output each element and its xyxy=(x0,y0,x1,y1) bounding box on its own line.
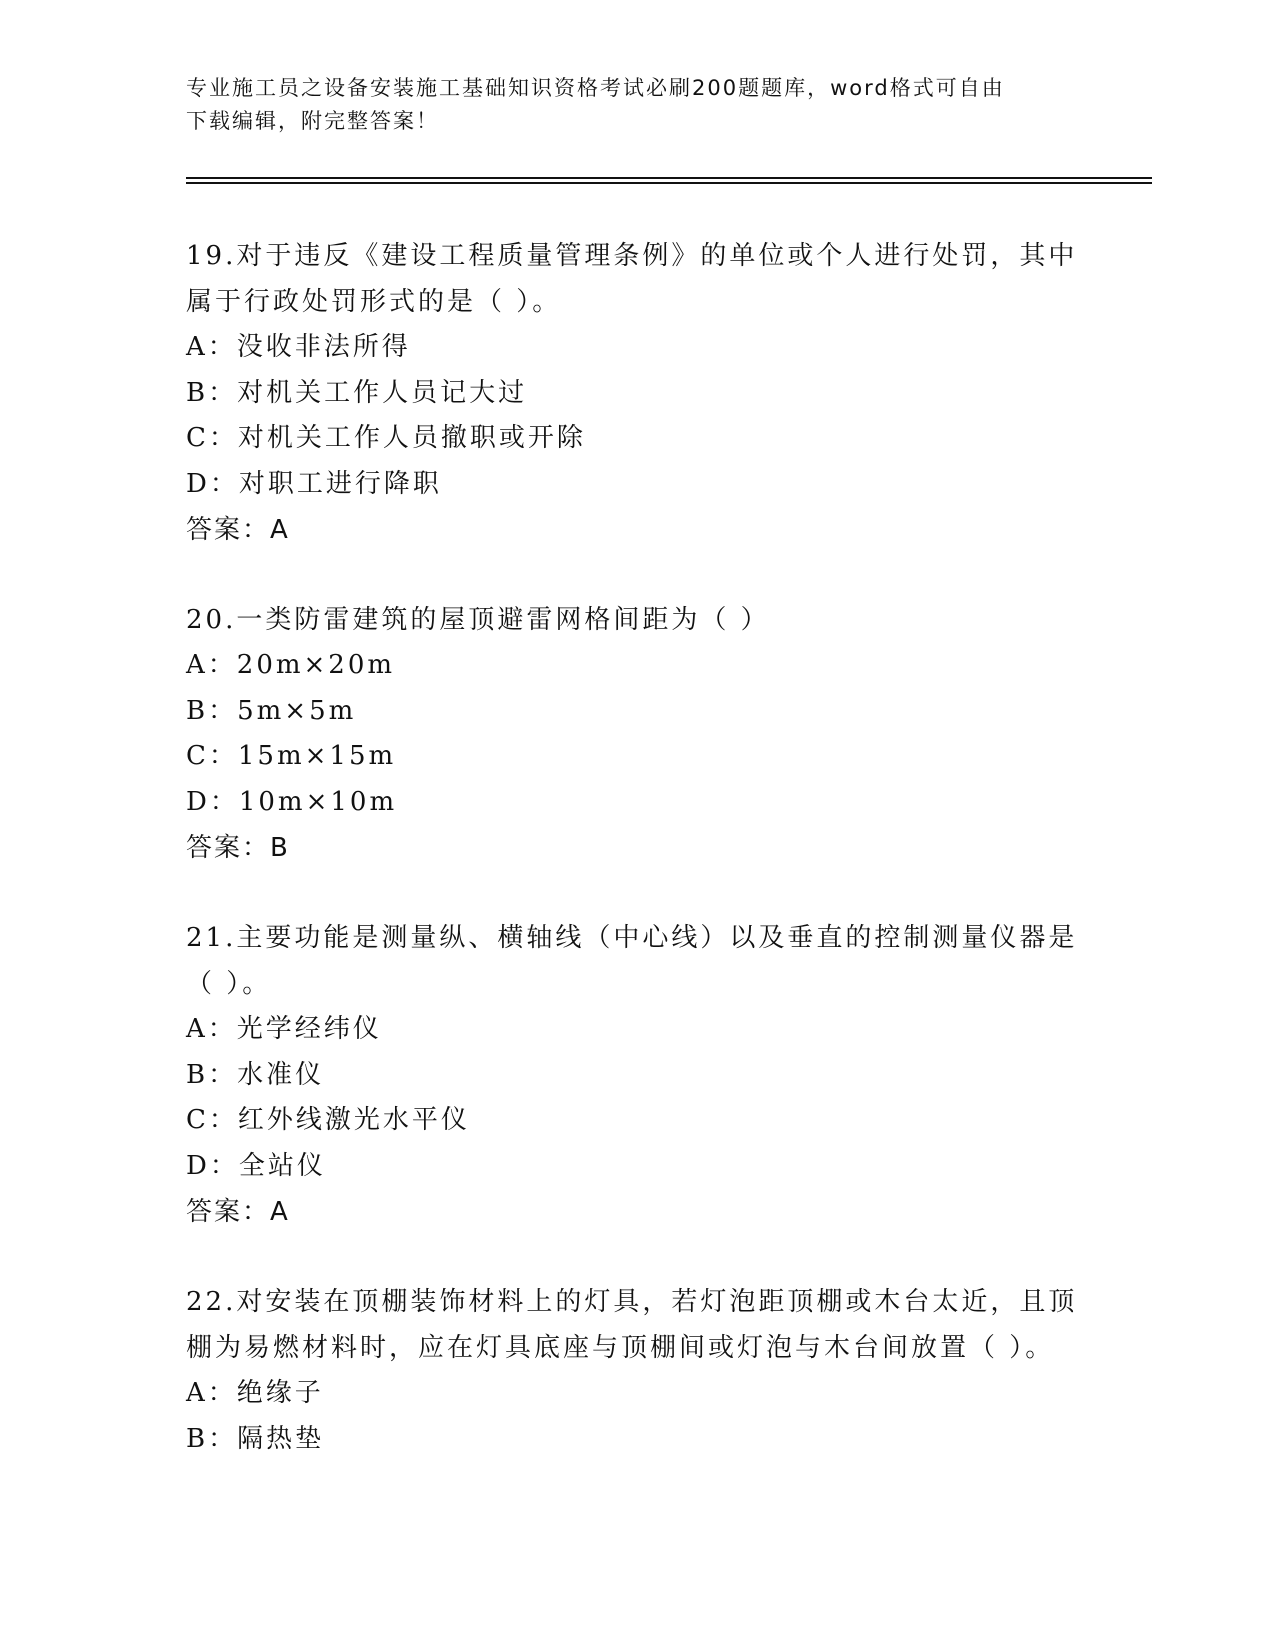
answer-line: 答案：A xyxy=(186,515,290,545)
question-stem-line: （ ）。 xyxy=(186,969,272,999)
header-line-2: 下载编辑，附完整答案！ xyxy=(186,109,439,133)
header-rule-bottom xyxy=(186,182,1152,184)
option-c: C：15m×15m xyxy=(186,741,397,771)
question-21 xyxy=(186,915,1086,1235)
question-22 xyxy=(186,1279,1086,1462)
document-header xyxy=(186,72,1066,138)
option-c: C：对机关工作人员撤职或开除 xyxy=(186,423,586,453)
option-d: D：对职工进行降职 xyxy=(186,468,442,499)
option-b: B：对机关工作人员记大过 xyxy=(186,377,528,408)
option-a: A：20m×20m xyxy=(186,650,396,680)
answer-line: 答案：B xyxy=(186,833,290,863)
question-19 xyxy=(186,233,1086,553)
question-stem-line: 19.对于违反《建设工程质量管理条例》的单位或个人进行处罚，其中 xyxy=(186,241,1078,271)
option-b: B：水准仪 xyxy=(186,1059,325,1090)
question-stem-line: 属于行政处罚形式的是（ ）。 xyxy=(186,287,562,317)
question-stem-line: 棚为易燃材料时，应在灯具底座与顶棚间或灯泡与木台间放置（ ）。 xyxy=(186,1333,1055,1363)
option-a: A：没收非法所得 xyxy=(186,332,411,362)
option-a: A：绝缘子 xyxy=(186,1378,324,1408)
question-stem-line: 21.主要功能是测量纵、横轴线（中心线）以及垂直的控制测量仪器是 xyxy=(186,923,1078,953)
answer-line: 答案：A xyxy=(186,1197,290,1227)
header-line-1: 专业施工员之设备安装施工基础知识资格考试必刷200题题库，word格式可自由 xyxy=(186,76,1005,100)
option-a: A：光学经纬仪 xyxy=(186,1014,382,1044)
question-20 xyxy=(186,597,1086,871)
question-list xyxy=(186,233,1086,1506)
option-d: D：全站仪 xyxy=(186,1150,326,1181)
option-b: B：5m×5m xyxy=(186,695,357,726)
header-rule-top xyxy=(186,177,1152,179)
question-stem-line: 22.对安装在顶棚装饰材料上的灯具，若灯泡距顶棚或木台太近，且顶 xyxy=(186,1287,1078,1317)
option-b: B：隔热垫 xyxy=(186,1423,325,1454)
option-c: C：红外线激光水平仪 xyxy=(186,1105,470,1135)
option-d: D：10m×10m xyxy=(186,786,398,817)
question-stem-line: 20.一类防雷建筑的屋顶避雷网格间距为（ ） xyxy=(186,605,770,635)
